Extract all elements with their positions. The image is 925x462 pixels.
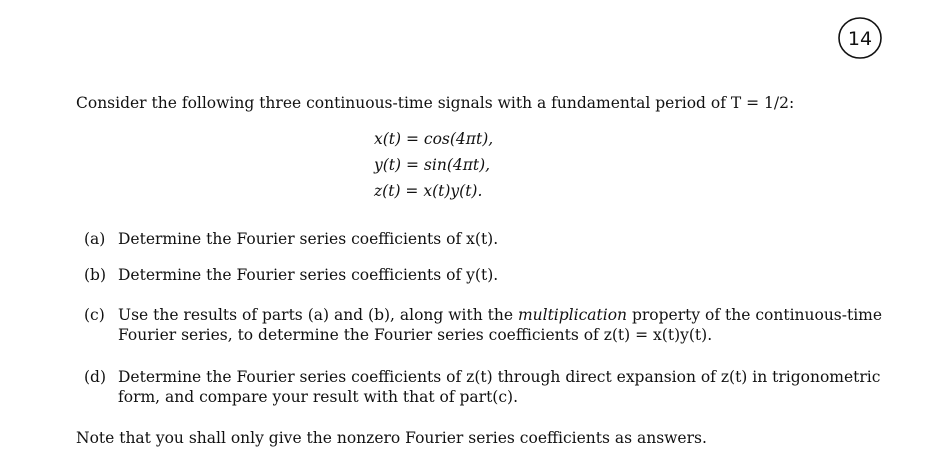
equation-x: x(t) = cos(4πt), xyxy=(374,130,494,148)
part-c xyxy=(84,305,888,345)
part-c-body xyxy=(118,305,888,345)
note-text: Note that you shall only give the nonzero Fourier series coefficients as answers. xyxy=(76,429,707,447)
equation-z: z(t) = x(t)y(t). xyxy=(374,182,483,200)
part-d-text: Determine the Fourier series coefficients of z(t) through direct expansion of z(t) in trigonometric form, and compare your result with that of part(c). xyxy=(118,368,881,406)
part-b-text: Determine the Fourier series coefficients of y(t). xyxy=(118,266,499,284)
part-c-text-before: Use the results of parts (a) and (b), along with the xyxy=(118,306,518,324)
part-b-tag: (b) xyxy=(84,266,107,284)
part-b xyxy=(84,265,888,285)
circled-number-icon xyxy=(836,14,884,62)
part-c-tag: (c) xyxy=(84,306,105,324)
equation-block xyxy=(374,126,493,204)
intro-text: Consider the following three continuous-time signals with a fundamental period of T = 1/2: xyxy=(76,94,795,112)
part-a-text: Determine the Fourier series coefficients of x(t). xyxy=(118,230,499,248)
part-d xyxy=(84,367,888,407)
part-a xyxy=(84,229,888,249)
problem-number-badge xyxy=(836,14,884,62)
badge-number: 14 xyxy=(847,28,873,50)
part-c-text-after: property of the continuous-time Fourier series, to determine the Fourier series coefficients of z(t) = x(t)y(t). xyxy=(118,306,883,344)
part-a-tag: (a) xyxy=(84,230,106,248)
equation-y: y(t) = sin(4πt), xyxy=(374,156,491,174)
part-c-emphasis: multiplication xyxy=(517,306,628,324)
part-d-tag: (d) xyxy=(84,368,107,386)
